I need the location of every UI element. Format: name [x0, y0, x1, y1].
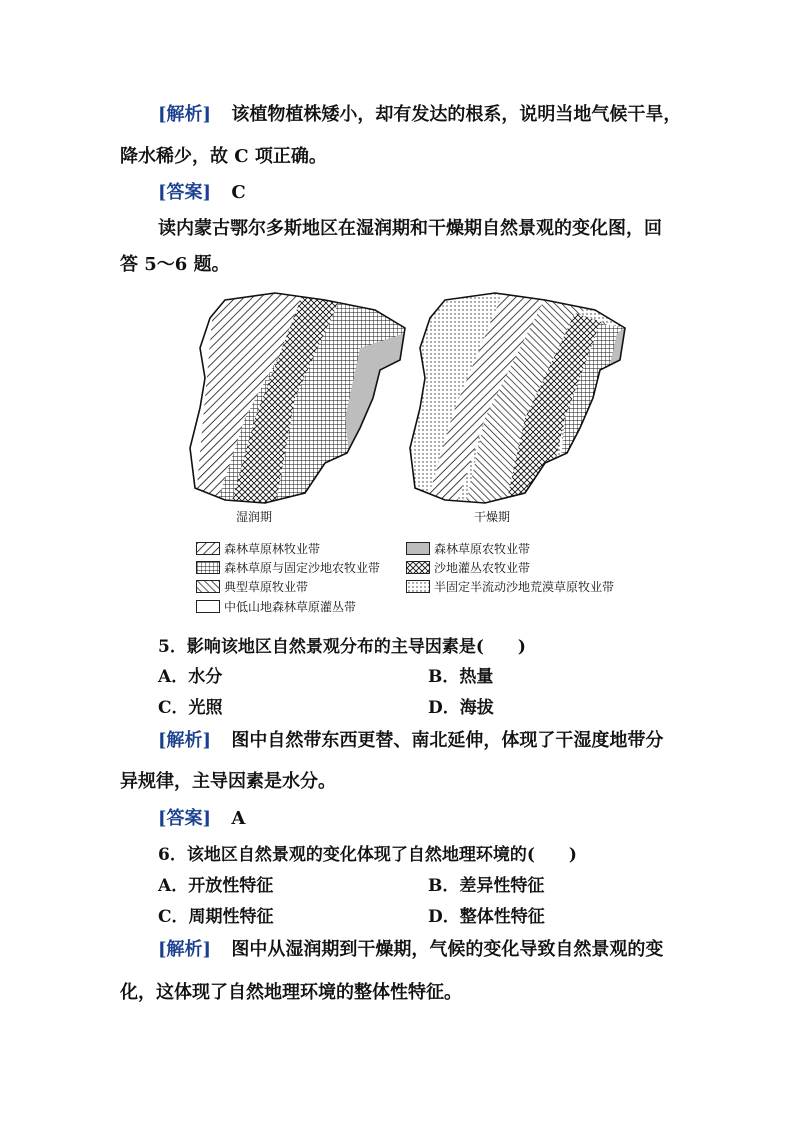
- legend-item-mountain-forest: 中低山地森林草原灌丛带: [196, 598, 356, 615]
- legend-item-forest-steppe-forestry: 森林草原林牧业带: [196, 540, 320, 557]
- gray-swatch: [406, 542, 430, 555]
- analysis-3-line2: 化，这体现了自然地理环境的整体性特征。: [120, 982, 462, 1003]
- q5-option-d: D．海拔: [428, 698, 494, 718]
- q5-option-a: A．水分: [158, 667, 223, 687]
- q6-option-b: B．差异性特征: [428, 876, 545, 896]
- dotted-swatch: [406, 580, 430, 593]
- analysis-1-line2: 降水稀少，故 C 项正确。: [120, 146, 327, 167]
- landscape-map-figure: [185, 288, 645, 528]
- q5-option-b: B．热量: [428, 667, 494, 687]
- legend-item-sandland-shrub: 沙地灌丛农牧业带: [406, 559, 530, 576]
- intro-line2: 答 5～6 题。: [120, 254, 230, 275]
- analysis-tag: [解析]: [158, 104, 212, 125]
- crosshatch-swatch: [406, 561, 430, 574]
- analysis-3-line1: [解析] 图中从湿润期到干燥期，气候的变化导致自然景观的变: [158, 939, 664, 960]
- grid-swatch: [196, 561, 220, 574]
- reverse-hatch-swatch: [196, 580, 220, 593]
- blank-swatch: [196, 600, 220, 613]
- legend-item-typical-steppe: 典型草原牧业带: [196, 578, 308, 595]
- answer-1: [答案] C: [158, 182, 246, 203]
- map-label-humid: 湿润期: [236, 510, 273, 524]
- legend-item-forest-steppe-farming: 森林草原农牧业带: [406, 540, 530, 557]
- q6-option-d: D．整体性特征: [428, 907, 545, 927]
- intro-line1: 读内蒙古鄂尔多斯地区在湿润期和干燥期自然景观的变化图，回: [158, 218, 662, 239]
- q6-option-a: A．开放性特征: [158, 876, 274, 896]
- q5-option-c: C．光照: [158, 698, 223, 718]
- question-5-stem: 5．影响该地区自然景观分布的主导因素是( ): [158, 637, 526, 657]
- answer-2: [答案] A: [158, 808, 246, 829]
- diagonal-hatch-swatch: [196, 542, 220, 555]
- legend-item-semi-fixed-desert-steppe: 半固定半流动沙地荒漠草原牧业带: [406, 578, 614, 595]
- analysis-2-line2: 异规律，主导因素是水分。: [120, 771, 336, 792]
- analysis-2-line1: [解析] 图中自然带东西更替、南北延伸，体现了干湿度地带分: [158, 730, 664, 751]
- analysis-1-line1: [解析] 该植物植株矮小，却有发达的根系，说明当地气候干旱，: [158, 104, 682, 125]
- q6-option-c: C．周期性特征: [158, 907, 274, 927]
- legend-item-fixed-sandland: 森林草原与固定沙地农牧业带: [196, 559, 380, 576]
- map-label-dry: 干燥期: [474, 510, 511, 524]
- question-6-stem: 6．该地区自然景观的变化体现了自然地理环境的( ): [158, 845, 577, 865]
